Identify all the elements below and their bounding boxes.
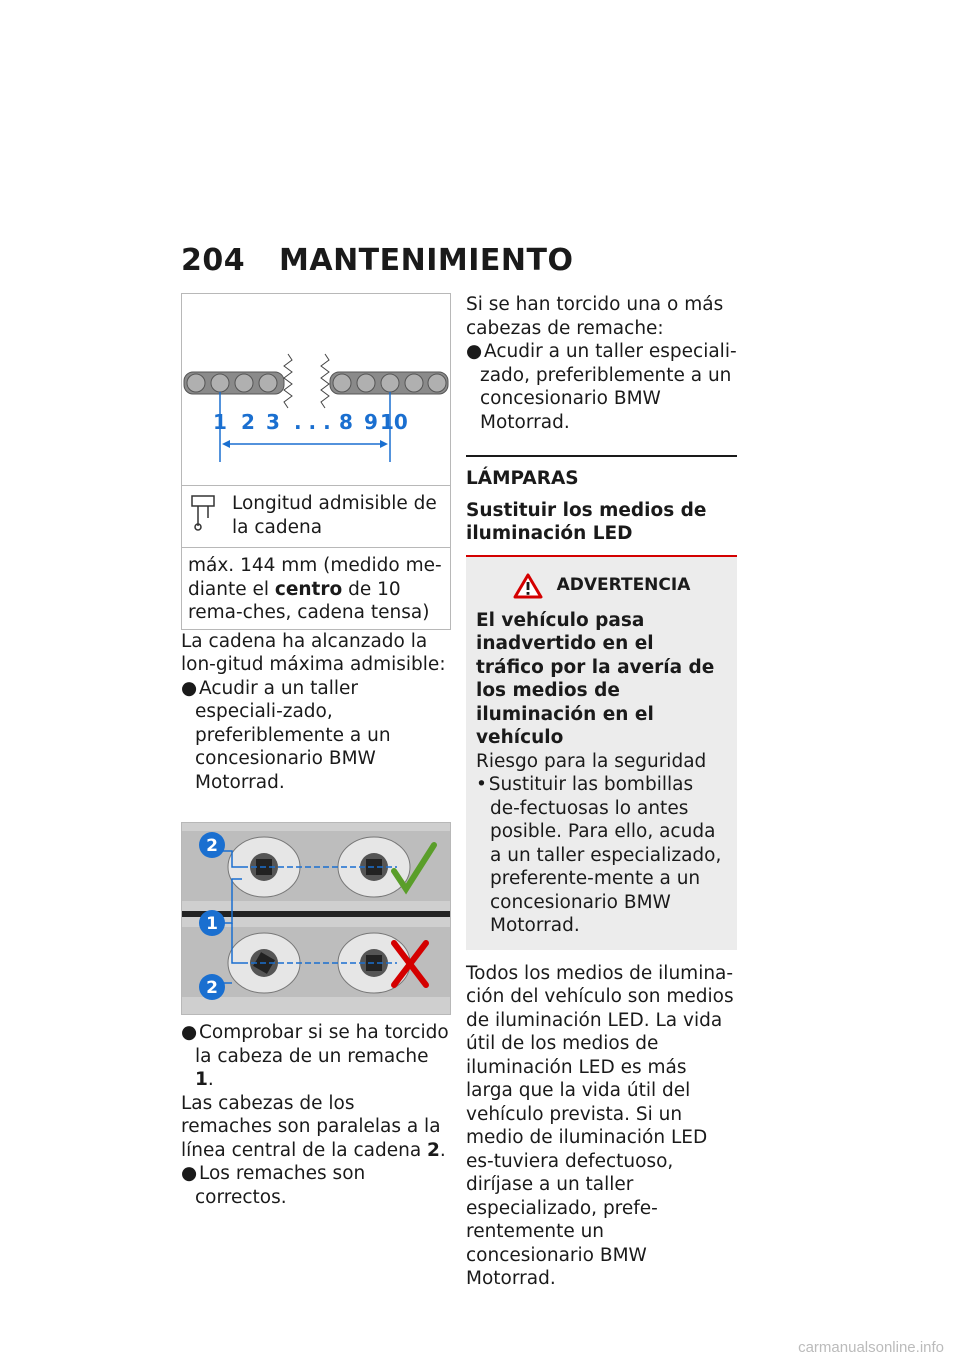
chain-label-9: 9: [364, 410, 378, 434]
subsection-heading: Sustituir los medios de iluminación LED: [466, 499, 707, 544]
bullet-text: Acudir a un taller especiali-zado, preferiblemente a un concesionario BMW Motorrad.: [195, 677, 391, 793]
reference-number: 1: [195, 1069, 208, 1090]
paragraph-text: Las cabezas de los remaches son paralelas a la línea central de la cadena: [181, 1092, 441, 1161]
callout-2-top: 2: [206, 836, 218, 856]
spec-value-pre: máx. 144 mm (medido me-diante el: [188, 555, 442, 600]
warning-risk: Riesgo para la seguridad: [476, 750, 707, 772]
paragraph: Si se han torcido una o más cabezas de remache:: [466, 294, 724, 339]
left-column: [181, 293, 451, 1209]
chain-label-10: 10: [380, 410, 408, 434]
bullet-item: ● Comprobar si se ha torcido la cabeza de un remache 1.: [181, 1022, 449, 1090]
page-header: [181, 243, 574, 278]
callout-2-bottom: 2: [206, 978, 218, 998]
bullet-text: Comprobar si se ha torcido la cabeza de un remache: [195, 1022, 449, 1067]
warning-icon: [513, 573, 543, 599]
bullet-text: Los remaches son correctos.: [195, 1163, 366, 1208]
paragraph: La cadena ha alcanzado la lon-gitud máxima admisible:: [181, 630, 446, 675]
paragraph: Todos los medios de ilumina-ción del vehículo son medios de iluminación LED. La vida útil de los medios de iluminación LED es más larga que la vida útil del vehículo prevista. Si un medio de iluminación LED es-tuviera defectuoso, diríjase a un taller especializado, prefe-rentemente un concesionario BMW Motorrad.: [466, 962, 734, 1289]
reference-number: 2: [427, 1139, 440, 1161]
warning-bullet: • Sustituir las bombillas de-fectuosas lo antes posible. Para ello, acuda a un taller especializado, preferente-mente a un concesionario BMW Motorrad.: [476, 774, 722, 936]
chain-label-1: 1: [213, 410, 227, 434]
bullet-item: ● Acudir a un taller especiali-zado, preferiblemente a un concesionario BMW Motorrad.: [181, 677, 391, 793]
callout-1: 1: [206, 914, 218, 934]
chain-label-3: 3: [266, 410, 280, 434]
section-divider: [466, 455, 737, 457]
warning-heading: El vehículo pasa inadvertido en el tráfico por la avería de los medios de iluminación en el vehículo: [476, 609, 715, 748]
bullet-text: Acudir a un taller especiali-zado, preferiblemente a un concesionario BMW Motorrad.: [480, 341, 737, 433]
caliper-icon: [188, 492, 232, 539]
footer-watermark: carmanualsonline.info: [798, 1339, 944, 1356]
rivet-check-figure: [181, 822, 451, 1015]
paragraph: Las cabezas de los remaches son paralelas a la línea central de la cadena 2.: [181, 1092, 446, 1161]
warning-title: ADVERTENCIA: [556, 574, 691, 595]
chain-label-ellipsis: . . .: [294, 410, 331, 434]
rivet-illustration: [182, 823, 450, 1014]
bullet-item: ● Acudir a un taller especiali-zado, preferiblemente a un concesionario BMW Motorrad.: [466, 341, 737, 433]
section-title: MANTENIMIENTO: [279, 243, 574, 278]
chain-illustration: [182, 294, 450, 485]
spec-title: Longitud admisible de la cadena: [232, 493, 437, 538]
bullet-text: Sustituir las bombillas de-fectuosas lo antes posible. Para ello, acuda a un taller especializado, preferente-mente a un concesionario BMW Motorrad.: [488, 774, 722, 936]
section-heading: LÁMPARAS: [466, 468, 579, 489]
chain-length-figure: [181, 293, 451, 486]
warning-box: [466, 557, 737, 950]
spec-value: [182, 548, 450, 629]
spec-value-post: de 10 rema-ches, cadena tensa): [188, 578, 430, 623]
chain-label-2: 2: [241, 410, 255, 434]
bullet-item: ● Los remaches son correctos.: [181, 1163, 366, 1208]
page-number: 204: [181, 243, 246, 278]
chain-label-8: 8: [339, 410, 353, 434]
spec-table: [181, 486, 451, 630]
right-column: [466, 293, 737, 1291]
spec-value-bold: centro: [274, 578, 343, 600]
